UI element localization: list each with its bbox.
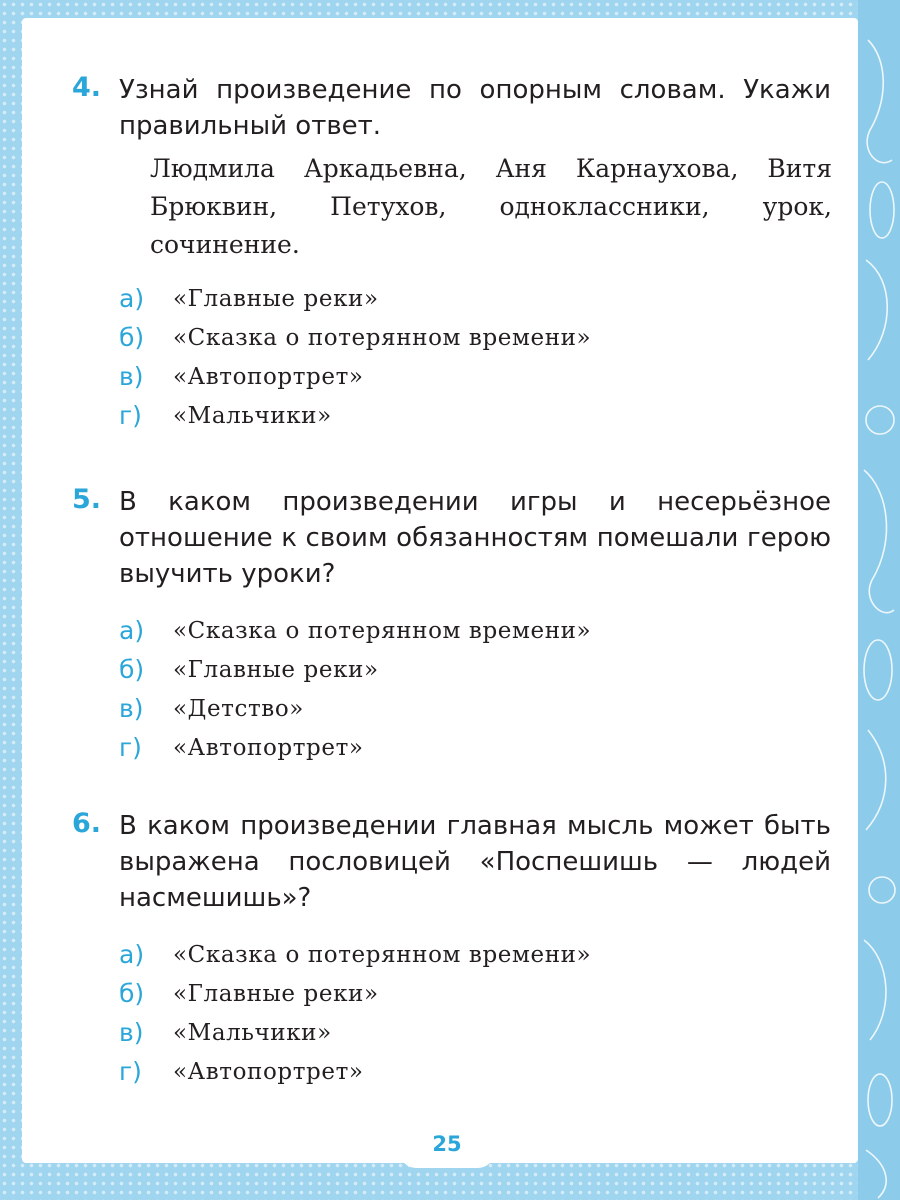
option-letter: а) [119, 284, 145, 313]
option-letter: г) [119, 401, 142, 430]
floral-ornament-icon [858, 0, 900, 1200]
question-number: 6. [72, 808, 102, 839]
question-text: В каком произведении главная мысль может быть выражена пословицей «Поспешишь — людей насмешишь»? [119, 811, 831, 913]
option-letter: в) [119, 1018, 144, 1047]
option-letter: б) [119, 323, 145, 352]
option-text: «Сказка о потерянном времени» [173, 942, 592, 968]
question-number: 5. [72, 484, 102, 515]
workbook-page [22, 18, 858, 1163]
option-letter: в) [119, 694, 144, 723]
option-letter: в) [119, 362, 144, 391]
clue-words: Людмила Аркадьевна, Аня Карнаухова, Витя Брюквин, Петухов, одноклассники, урок, сочинение. [150, 154, 832, 259]
option-letter: г) [119, 733, 142, 762]
option-text: «Главные реки» [173, 657, 379, 683]
decorative-floral-border [858, 0, 900, 1200]
option-text: «Главные реки» [173, 286, 379, 312]
option-text: «Автопортрет» [173, 1059, 364, 1085]
question-number: 4. [72, 72, 102, 103]
page-number-tab [400, 1128, 494, 1168]
option-letter: а) [119, 616, 145, 645]
option-text: «Автопортрет» [173, 735, 364, 761]
option-text: «Мальчики» [173, 1020, 332, 1046]
option-letter: г) [119, 1057, 142, 1086]
option-letter: а) [119, 940, 145, 969]
option-text: «Автопортрет» [173, 364, 364, 390]
option-text: «Сказка о потерянном времени» [173, 618, 592, 644]
option-text: «Главные реки» [173, 981, 379, 1007]
option-letter: б) [119, 655, 145, 684]
option-letter: б) [119, 979, 145, 1008]
question-text: Узнай произведение по опорным словам. Укажи правильный ответ. [119, 75, 831, 141]
question-text: В каком произведении игры и несерьёзное отношение к своим обязанностям помешали герою выучить уроки? [119, 487, 831, 589]
option-text: «Детство» [173, 696, 304, 722]
option-text: «Сказка о потерянном времени» [173, 325, 592, 351]
option-text: «Мальчики» [173, 403, 332, 429]
page-number: 25 [432, 1132, 462, 1156]
